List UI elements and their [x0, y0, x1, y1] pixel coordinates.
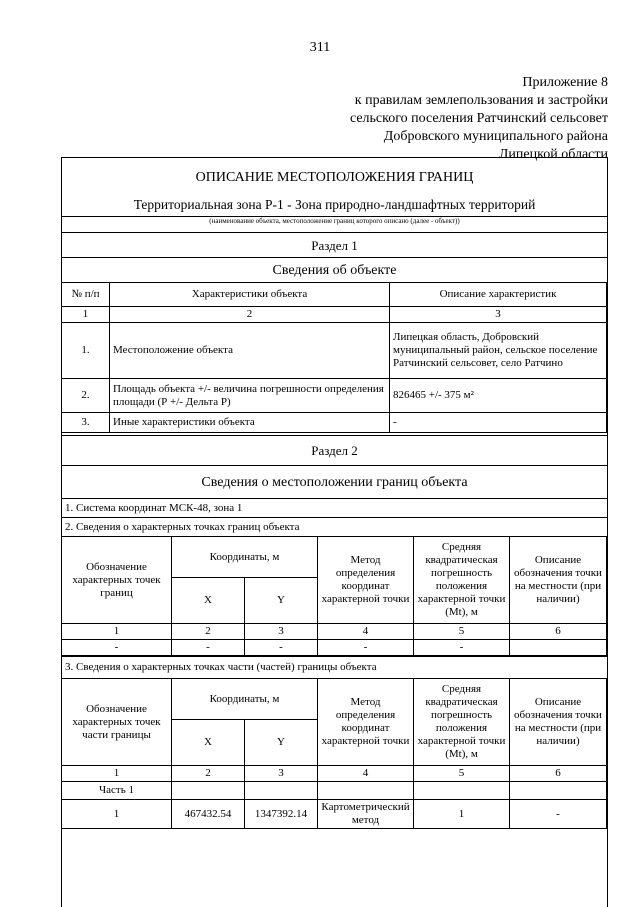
empty-cell: - — [245, 640, 318, 656]
table-row — [62, 413, 607, 433]
zone-name: Территориальная зона Р-1 - Зона природно-ландшафтных территорий — [133, 197, 536, 212]
col-desc-header: Описание характеристик — [390, 283, 607, 307]
col-index: 6 — [510, 624, 607, 640]
col-index: 1 — [62, 766, 172, 782]
col-index: 2 — [172, 766, 245, 782]
appendix-line: Приложение 8 — [522, 75, 608, 90]
desc-header: Описание обозначения точки на местности (при наличии) — [510, 537, 607, 624]
point-part-header: Обозначение характерных точек части границы — [62, 679, 172, 766]
parts-table — [61, 678, 607, 829]
x-header: X — [172, 578, 245, 624]
row-name: Иные характеристики объекта — [110, 413, 390, 433]
appendix-block — [350, 74, 608, 164]
table-row — [62, 379, 607, 413]
point-header: Обозначение характерных точек границ — [62, 537, 172, 624]
empty-cell: - — [172, 640, 245, 656]
error-header: Средняя квадратическая погрешность положения характерной точки (Mt), м — [414, 537, 510, 624]
col-index: 1 — [62, 307, 110, 323]
section1-subtitle: Сведения об объекте — [62, 257, 607, 282]
col-index: 5 — [414, 766, 510, 782]
col-index: 3 — [390, 307, 607, 323]
col-index: 2 — [110, 307, 390, 323]
col-index: 2 — [172, 624, 245, 640]
col-index: 6 — [510, 766, 607, 782]
col-num-header: № п/п — [62, 283, 110, 307]
col-index: 4 — [318, 624, 414, 640]
empty-cell — [510, 640, 607, 656]
col-index: 3 — [245, 624, 318, 640]
section2-subtitle: Сведения о местоположении границ объекта — [62, 465, 607, 498]
table-row — [62, 782, 607, 800]
error-header: Средняя квадратическая погрешность положения характерной точки (Mt), м — [414, 679, 510, 766]
table-row — [62, 800, 607, 829]
row-value: - — [390, 413, 607, 433]
empty-cell — [318, 782, 414, 800]
method-header: Метод определения координат характерной точки — [318, 537, 414, 624]
row-name: Местоположение объекта — [110, 323, 390, 379]
object-table — [61, 282, 607, 433]
col-char-header: Характеристики объекта — [110, 283, 390, 307]
empty-cell — [245, 782, 318, 800]
method-header: Метод определения координат характерной точки — [318, 679, 414, 766]
coords-header: Координаты, м — [172, 679, 318, 720]
empty-cell: - — [62, 640, 172, 656]
part-method: Картометрический метод — [318, 800, 414, 829]
section1-title: Раздел 1 — [62, 232, 607, 257]
x-header: X — [172, 720, 245, 766]
zone-note: (наименование объекта, местоположение границ которого описано (далее - объект)) — [62, 216, 607, 225]
page-number: 311 — [309, 40, 331, 55]
empty-cell — [414, 782, 510, 800]
row-num: 2. — [62, 379, 110, 413]
y-header: Y — [245, 720, 318, 766]
parts-heading: 3. Сведения о характерных точках части (частей) границы объекта — [62, 656, 607, 676]
row-num: 1. — [62, 323, 110, 379]
part-x: 467432.54 — [172, 800, 245, 829]
empty-cell: - — [318, 640, 414, 656]
points-table — [61, 536, 607, 656]
coord-system: 1. Система координат МСК-48, зона 1 — [62, 498, 607, 517]
empty-cell — [510, 782, 607, 800]
table-row — [62, 640, 607, 656]
row-value: Липецкая область, Добровский муниципальный район, сельское поселение Ратчинский сельсовет, село Ратчино — [390, 323, 607, 379]
col-index: 4 — [318, 766, 414, 782]
appendix-line: сельского поселения Ратчинский сельсовет — [349, 111, 608, 126]
col-index: 5 — [414, 624, 510, 640]
desc-header: Описание обозначения точки на местности (при наличии) — [510, 679, 607, 766]
col-index: 3 — [245, 766, 318, 782]
part-y: 1347392.14 — [245, 800, 318, 829]
row-name: Площадь объекта +/- величина погрешности определения площади (Р +/- Дельта Р) — [110, 379, 390, 413]
section2-title: Раздел 2 — [62, 435, 607, 465]
y-header: Y — [245, 578, 318, 624]
empty-cell — [172, 782, 245, 800]
part-label: Часть 1 — [62, 782, 172, 800]
part-point: 1 — [62, 800, 172, 829]
part-error: 1 — [414, 800, 510, 829]
document-frame — [61, 157, 608, 907]
col-index: 1 — [62, 624, 172, 640]
row-num: 3. — [62, 413, 110, 433]
empty-cell: - — [414, 640, 510, 656]
points-heading: 2. Сведения о характерных точках границ объекта — [62, 517, 607, 536]
part-desc: - — [510, 800, 607, 829]
appendix-line: к правилам землепользования и застройки — [354, 93, 608, 108]
appendix-line: Липецкой области — [498, 147, 608, 162]
document-title: ОПИСАНИЕ МЕСТОПОЛОЖЕНИЯ ГРАНИЦ — [195, 170, 474, 185]
appendix-line: Добровского муниципального района — [383, 129, 608, 144]
row-value: 826465 +/- 375 м² — [390, 379, 607, 413]
coords-header: Координаты, м — [172, 537, 318, 578]
table-row — [62, 323, 607, 379]
